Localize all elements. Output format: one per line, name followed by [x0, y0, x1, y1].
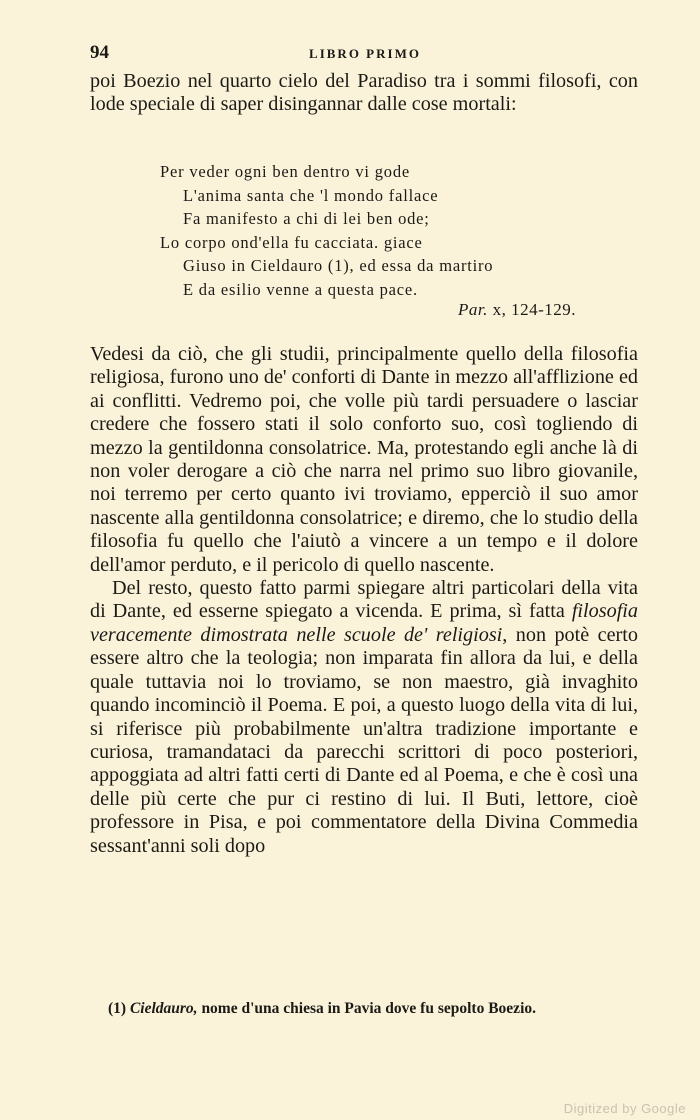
intro-text: poi Boezio nel quarto cielo del Paradiso tra i sommi filosofi, con lode speciale di saper disingannar dalle cose mortali: — [90, 70, 638, 116]
intro-paragraph — [90, 70, 638, 117]
paragraph-2-italic-phrase: filosofia veracemente dimostrata nelle scuole de' religiosi — [90, 600, 639, 646]
paragraph-2-start: Del resto, questo fatto parmi spiegare altri particolari della vita di Dante, ed esserne spiegato a vicenda. E prima, sì fatta — [90, 577, 638, 623]
verse-line-1: Per veder ogni ben dentro vi gode — [160, 162, 411, 181]
body-text — [90, 343, 638, 858]
paragraph-2-end: , non potè certo essere altro che la teologia; non imparata fin allora da lui, e della quale tuttavia noi lo troviamo, se non maestro, già invaghito quando incominciò il Poema. E poi, a questo luogo della vita di lui, si riferisce più probabilmente un'altra tradizione importante e curiosa, tramandataci da parecchi scrittori di poco posteriori, appoggiata ad altri fatti certi di Dante ed al Poema, e che è così una delle più certe che pur ci restino di lui. Il Buti, lettore, cioè professore in Pisa, e poi commentatore della Divina Commedia sessant'anni soli dopo — [90, 623, 638, 857]
running-head: LIBRO PRIMO — [309, 46, 421, 61]
page-number: 94 — [90, 42, 109, 63]
verse-citation — [458, 300, 576, 320]
paragraph-2 — [90, 577, 638, 858]
paragraph-1: Vedesi da ciò, che gli studii, principalmente quello della filosofia religiosa, furono uno de' conforti di Dante in mezzo all'afflizione ed ai conflitti. Vedremo poi, che volle più tardi persuadere o lasciar credere che fossero stati il solo conforto suo, così togliendo di mezzo la gentildonna consolatrice. Ma, protestando egli anche là di non voler derogare a ciò che narra nel primo suo libro giovanile, noi terremo per certo quanto ivi troviamo, epperciò il suo amor nascente alla gentildonna consolatrice; e diremo, che lo studio della filosofia fu quello che l'aiutò a vincere a un tempo e il dolore dell'amor perduto, e il pericolo di quello nascente. — [90, 343, 638, 576]
verse-line-3: Fa manifesto a chi di lei ben ode; — [183, 209, 430, 229]
footnote — [108, 1000, 648, 1018]
footnote-term: Cieldauro, — [129, 1000, 198, 1017]
verse-line-4: Lo corpo ond'ella fu cacciata. giace — [160, 232, 423, 252]
verse-line-2: L'anima santa che 'l mondo fallace — [183, 185, 439, 205]
footnote-text: nome d'una chiesa in Pavia dove fu sepolto Boezio. — [201, 1000, 536, 1017]
citation-book: Par. — [457, 300, 488, 319]
digitization-watermark: Digitized by Google — [563, 1101, 686, 1116]
page-header — [90, 42, 640, 66]
footnote-marker: (1) — [108, 1000, 127, 1017]
verse-line-5: Giuso in Cieldauro (1), ed essa da martiro — [183, 256, 494, 276]
citation-ref: x, 124-129. — [492, 300, 576, 319]
verse-line-6: E da esilio venne a questa pace. — [183, 279, 418, 299]
verse-quotation — [160, 160, 580, 302]
